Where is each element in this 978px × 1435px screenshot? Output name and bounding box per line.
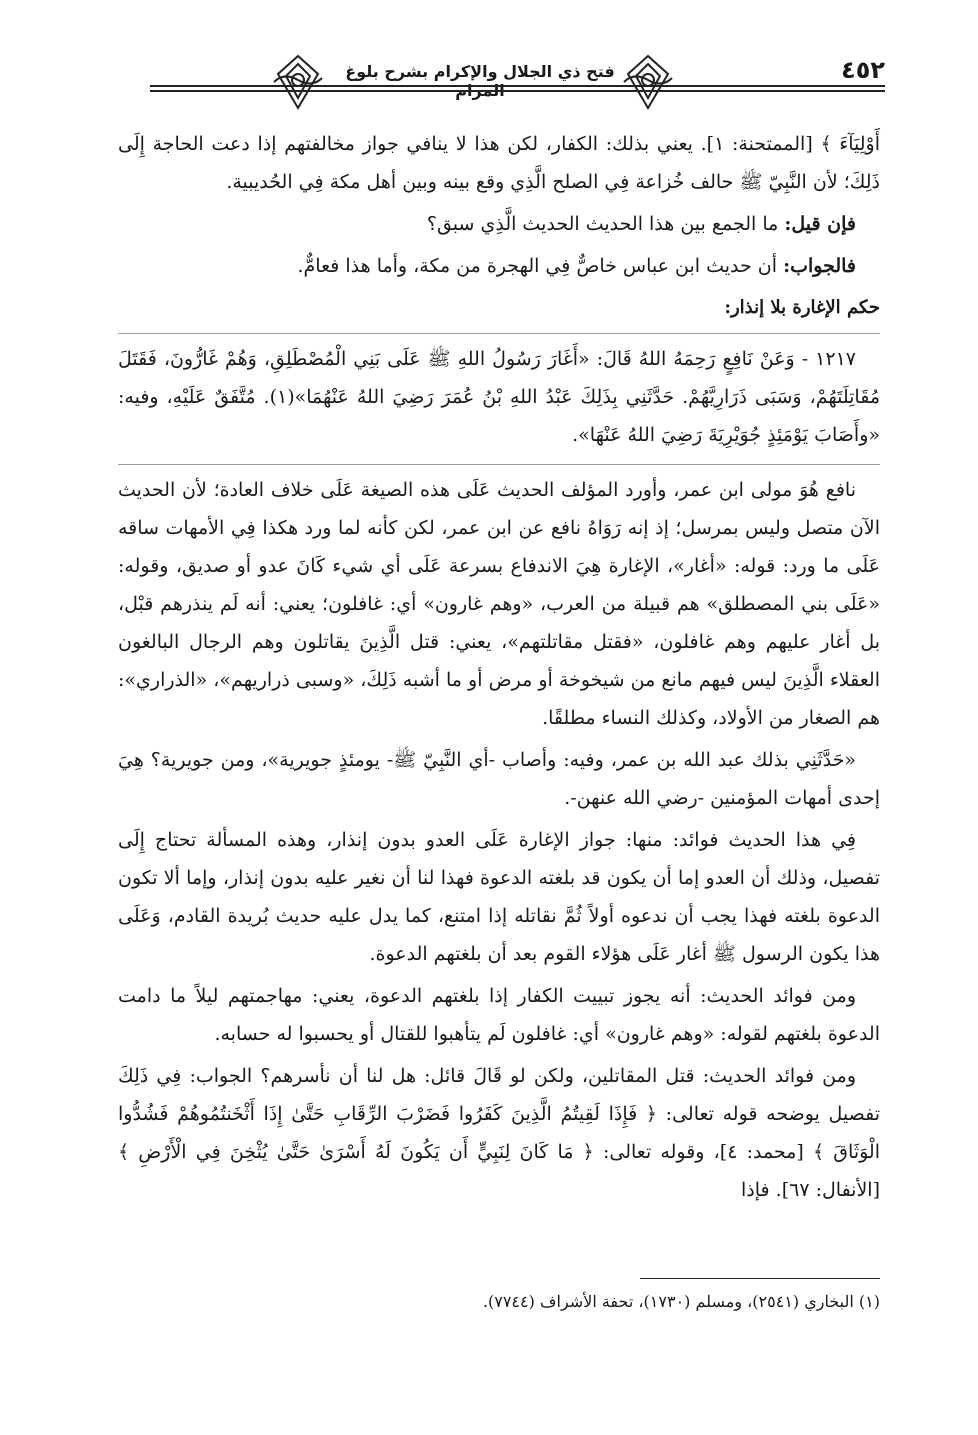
answer-paragraph	[118, 247, 880, 285]
footnote: (١) البخاري (٢٥٤١)، ومسلم (١٧٣٠)، تحفة الأشراف (٧٧٤٤).	[482, 1292, 880, 1311]
header-rule	[150, 85, 885, 87]
question-label: فإن قيل:	[784, 213, 856, 235]
header-rule	[150, 90, 885, 92]
paragraph: أَوْلِيَآءَ ﴾ [الممتحنة: ١]. يعني بذلك: الكفار، لكن هذا لا ينافي جواز مخالفتهم إذا دعت الحاجة إِلَى ذَلِكَ؛ لأن النَّبِيّ ﷺ حالف خُزاعة فِي الصلح الَّذِي وقع بينه وبين أهل مكة فِي الحُديبية.	[118, 133, 880, 193]
paragraph: «حَدَّثَنِي بذلك عبد الله بن عمر، وفيه: وأصاب -أي النَّبِيّ ﷺ- يومئذٍ جويرية»، ومن جويرية؟ هِيَ إحدى أمهات المؤمنين -رضي الله عنهن-.	[118, 749, 880, 809]
section-divider	[118, 333, 880, 334]
answer-label: فالجواب:	[783, 255, 856, 277]
question-text: ما الجمع بين هذا الحديث الحديث الَّذِي سبق؟	[426, 213, 785, 235]
hadith-text: ١٢١٧ - وَعَنْ نَافِعٍ رَحِمَهُ اللهُ قَالَ: «أَغَارَ رَسُولُ اللهِ ﷺ عَلَى بَنِي الْمُصْطَلِقِ، وَهُمْ غَارُّونَ، فَقَتَلَ مُقَاتِلَتَهُمْ، وَسَبَى ذَرَارِيَّهُمْ. حَدَّثَنِي بِذَلِكَ عَبْدُ اللهِ بْنُ عُمَرَ رَضِيَ اللهُ عَنْهُمَا»(١). مُتَّفَقٌ عَلَيْهِ، وفيه: «وأَصَابَ يَوْمَئِذٍ جُوَيْرِيَةَ رَضِيَ اللهُ عَنْهَا».	[118, 348, 880, 446]
section-heading: حكم الإغارة بلا إنذار:	[724, 297, 880, 318]
paragraph: فِي هذا الحديث فوائد: منها: جواز الإغارة عَلَى العدو بدون إنذار، وهذه المسألة تحتاج إِلَى تفصيل، وذلك أن العدو إما أن يكون قد بلغته الدعوة فهذا لنا أن نغير عليه بدون إنذار، وإما ألا تكون الدعوة بلغته فهذا يجب أن ندعوه أولاً ثُمَّ نقاتله إذا امتنع، كما يدل عليه حديث بُريدة القادم، وَعَلَى هذا يكون الرسول ﷺ أغار عَلَى هؤلاء القوم بعد أن بلغتهم الدعوة.	[118, 829, 880, 965]
running-title: فتح ذي الجلال والإكرام بشرح بلوغ المرام	[345, 62, 615, 100]
section-divider	[118, 464, 880, 465]
footnote-rule	[640, 1278, 880, 1279]
page-number: ٤٥٢	[841, 56, 885, 84]
paragraph: نافع هُوَ مولى ابن عمر، وأورد المؤلف الحديث عَلَى هذه الصيغة عَلَى خلاف العادة؛ لأن الحديث الآن متصل وليس بمرسل؛ إذ إنه رَوَاهُ نافع عن ابن عمر، لكن كأنه لما ورد هكذا فِي الأمهات ساقه عَلَى ما ورد: قوله: «أغار»، الإغارة هِيَ الاندفاع بسرعة عَلَى أي شيء كَانَ عدو أو صديق، وقوله: «عَلَى بني المصطلق» هم قبيلة من العرب، «وهم غارون» أي: غافلون؛ يعني: أنه لَم ينذرهم قبْل، بل أغار عليهم وهم غافلون، «فقتل مقاتلتهم»، يعني: قتل الَّذِينَ يقاتلون وهم الرجال البالغون العقلاء الَّذِينَ ليس فيهم مانع من شيخوخة أو مرض أو ما أشبه ذَلِكَ، «وسبى ذراريهم»، «الذراري»: هم الصغار من الأولاد، وكذلك النساء مطلقًا.	[118, 479, 880, 729]
question-paragraph	[118, 205, 880, 243]
main-text	[118, 125, 880, 1213]
page-header	[150, 52, 885, 122]
answer-text: أن حديث ابن عباس خاصٌّ فِي الهجرة من مكة، وأما هذا فعامٌّ.	[297, 255, 784, 277]
left-ornament-icon	[270, 52, 326, 112]
paragraph: ومن فوائد الحديث: أنه يجوز تبييت الكفار إذا بلغتهم الدعوة، يعني: مهاجمتهم ليلاً ما دامت الدعوة بلغتهم لقوله: «وهم غارون» أي: غافلون لَم يتأهبوا للقتال أو يحسبوا له حسابه.	[118, 985, 880, 1045]
paragraph: ومن فوائد الحديث: قتل المقاتلين، ولكن لو قَالَ قائل: هل لنا أن نأسرهم؟ الجواب: فِي ذَلِكَ تفصيل يوضحه قوله تعالى: ﴿ فَإِذَا لَقِيتُمُ الَّذِينَ كَفَرُوا فَضَرْبَ الرِّقَابِ حَتَّىٰ إِذَا أَثْخَنتُمُوهُمْ فَشُدُّوا الْوَثَاقَ ﴾ [محمد: ٤]، وقوله تعالى: ﴿ مَا كَانَ لِنَبِيٍّ أَن يَكُونَ لَهُ أَسْرَىٰ حَتَّىٰ يُثْخِنَ فِي الْأَرْضِ ﴾ [الأنفال: ٦٧]. فإذا	[118, 1065, 881, 1201]
